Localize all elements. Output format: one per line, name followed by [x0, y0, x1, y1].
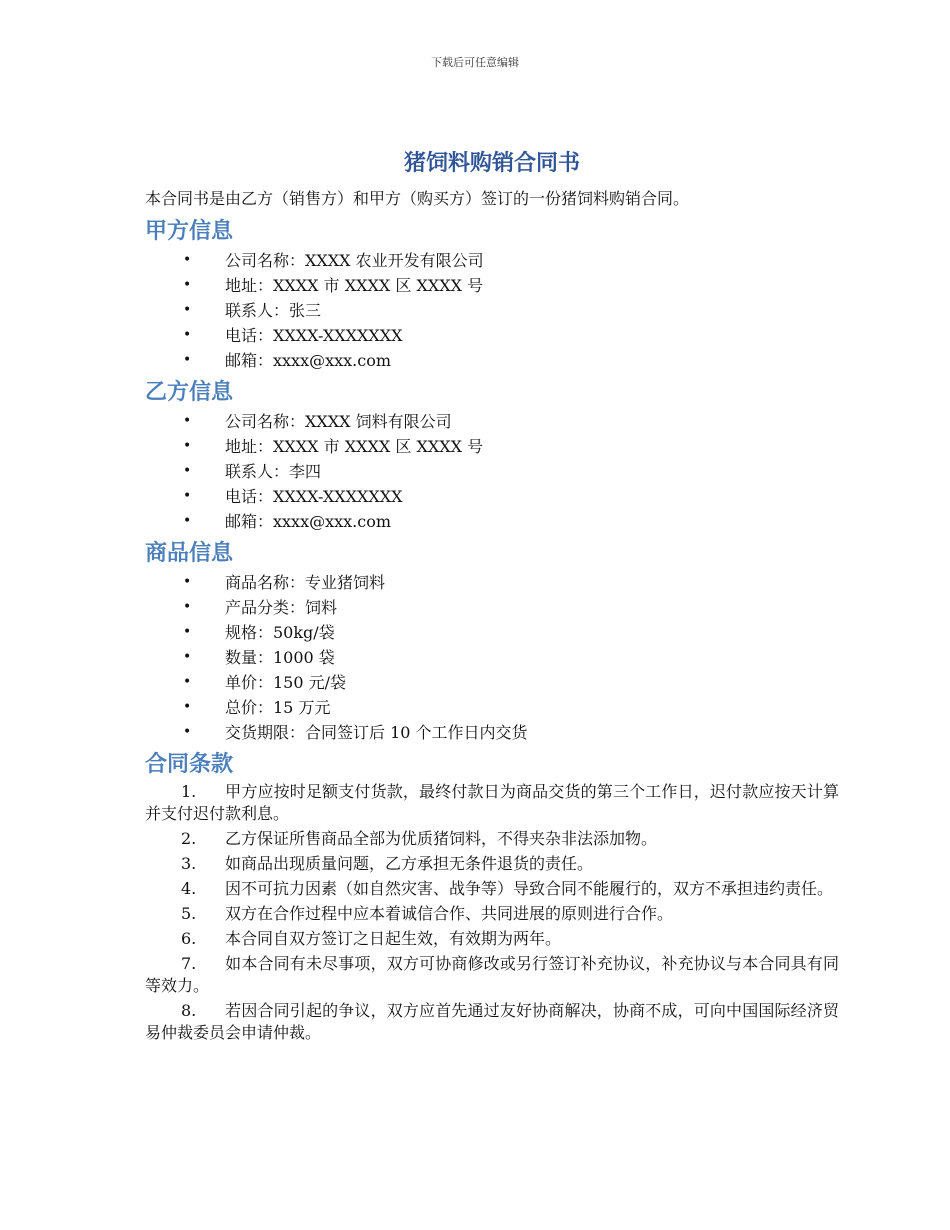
term-text: 因不可抗力因素（如自然灾害、战争等）导致合同不能履行的，双方不承担违约责任。	[225, 879, 834, 898]
bullet-icon: •	[183, 488, 192, 504]
list-item-text: 规格：50kg/袋	[225, 623, 335, 642]
term-item	[145, 953, 839, 997]
term-number: 2.	[181, 829, 197, 848]
list-item-text: 数量：1000 袋	[225, 648, 335, 667]
section-heading-party-a: 甲方信息	[145, 219, 234, 244]
term-text: 甲方应按时足额支付货款，最终付款日为商品交货的第三个工作日，迟付款应按天计算并支付迟付款利息。	[145, 782, 839, 823]
term-text: 双方在合作过程中应本着诚信合作、共同进展的原则进行合作。	[225, 904, 674, 923]
intro-paragraph: 本合同书是由乙方（销售方）和甲方（购买方）签订的一份猪饲料购销合同。	[145, 189, 690, 208]
list-item	[145, 248, 839, 273]
term-item	[145, 1000, 839, 1044]
list-item	[145, 298, 839, 323]
list-item-text: 公司名称：XXXX 饲料有限公司	[225, 412, 452, 431]
section-heading-terms: 合同条款	[145, 752, 234, 777]
terms-list	[145, 781, 839, 1044]
term-item	[145, 853, 839, 875]
list-item-text: 地址：XXXX 市 XXXX 区 XXXX 号	[225, 276, 484, 295]
list-item-text: 商品名称：专业猪饲料	[225, 573, 386, 592]
party-a-list	[145, 248, 839, 373]
bullet-icon: •	[183, 699, 192, 715]
term-text: 本合同自双方签订之日起生效，有效期为两年。	[225, 929, 562, 948]
list-item	[145, 670, 839, 695]
term-text: 如本合同有未尽事项，双方可协商修改或另行签订补充协议，补充协议与本合同具有同等效力。	[145, 954, 839, 995]
section-heading-goods: 商品信息	[145, 541, 234, 566]
list-item-text: 单价：150 元/袋	[225, 673, 347, 692]
bullet-icon: •	[183, 513, 192, 529]
bullet-icon: •	[183, 574, 192, 590]
bullet-icon: •	[183, 252, 192, 268]
list-item	[145, 570, 839, 595]
list-item	[145, 509, 839, 534]
bullet-icon: •	[183, 624, 192, 640]
list-item	[145, 695, 839, 720]
term-text: 如商品出现质量问题，乙方承担无条件退货的责任。	[225, 854, 594, 873]
list-item	[145, 595, 839, 620]
list-item	[145, 273, 839, 298]
bullet-icon: •	[183, 327, 192, 343]
document-title: 猪饲料购销合同书	[403, 151, 580, 176]
document-body	[145, 146, 839, 1047]
goods-list	[145, 570, 839, 745]
list-item-text: 电话：XXXX-XXXXXXX	[225, 487, 403, 506]
bullet-icon: •	[183, 599, 192, 615]
list-item-text: 交货期限：合同签订后 10 个工作日内交货	[225, 723, 528, 742]
bullet-icon: •	[183, 463, 192, 479]
bullet-icon: •	[183, 649, 192, 665]
list-item	[145, 484, 839, 509]
bullet-icon: •	[183, 352, 192, 368]
list-item-text: 电话：XXXX-XXXXXXX	[225, 326, 403, 345]
list-item	[145, 348, 839, 373]
bullet-icon: •	[183, 438, 192, 454]
term-item	[145, 928, 839, 950]
list-item	[145, 720, 839, 745]
bullet-icon: •	[183, 277, 192, 293]
bullet-icon: •	[183, 724, 192, 740]
term-text: 乙方保证所售商品全部为优质猪饲料，不得夹杂非法添加物。	[225, 829, 658, 848]
term-number: 7.	[181, 954, 197, 973]
list-item	[145, 323, 839, 348]
list-item	[145, 620, 839, 645]
term-number: 1.	[181, 782, 197, 801]
term-item	[145, 878, 839, 900]
list-item	[145, 459, 839, 484]
section-heading-party-b: 乙方信息	[145, 380, 234, 405]
list-item-text: 公司名称：XXXX 农业开发有限公司	[225, 251, 484, 270]
list-item-text: 联系人：李四	[225, 462, 322, 481]
term-number: 5.	[181, 904, 197, 923]
list-item-text: 邮箱：xxxx@xxx.com	[225, 512, 392, 531]
bullet-icon: •	[183, 674, 192, 690]
list-item-text: 总价：15 万元	[225, 698, 331, 717]
list-item-text: 联系人：张三	[225, 301, 322, 320]
term-number: 3.	[181, 854, 197, 873]
list-item	[145, 409, 839, 434]
list-item	[145, 645, 839, 670]
term-item	[145, 828, 839, 850]
term-number: 4.	[181, 879, 197, 898]
bullet-icon: •	[183, 413, 192, 429]
term-item	[145, 781, 839, 825]
list-item	[145, 434, 839, 459]
page-header: 下载后可任意编辑	[431, 56, 519, 69]
term-number: 8.	[181, 1001, 197, 1020]
list-item-text: 产品分类：饲料	[225, 598, 338, 617]
term-item	[145, 903, 839, 925]
party-b-list	[145, 409, 839, 534]
term-text: 若因合同引起的争议，双方应首先通过友好协商解决，协商不成，可向中国国际经济贸易仲裁委员会申请仲裁。	[145, 1001, 839, 1042]
list-item-text: 邮箱：xxxx@xxx.com	[225, 351, 392, 370]
list-item-text: 地址：XXXX 市 XXXX 区 XXXX 号	[225, 437, 484, 456]
bullet-icon: •	[183, 302, 192, 318]
term-number: 6.	[181, 929, 197, 948]
